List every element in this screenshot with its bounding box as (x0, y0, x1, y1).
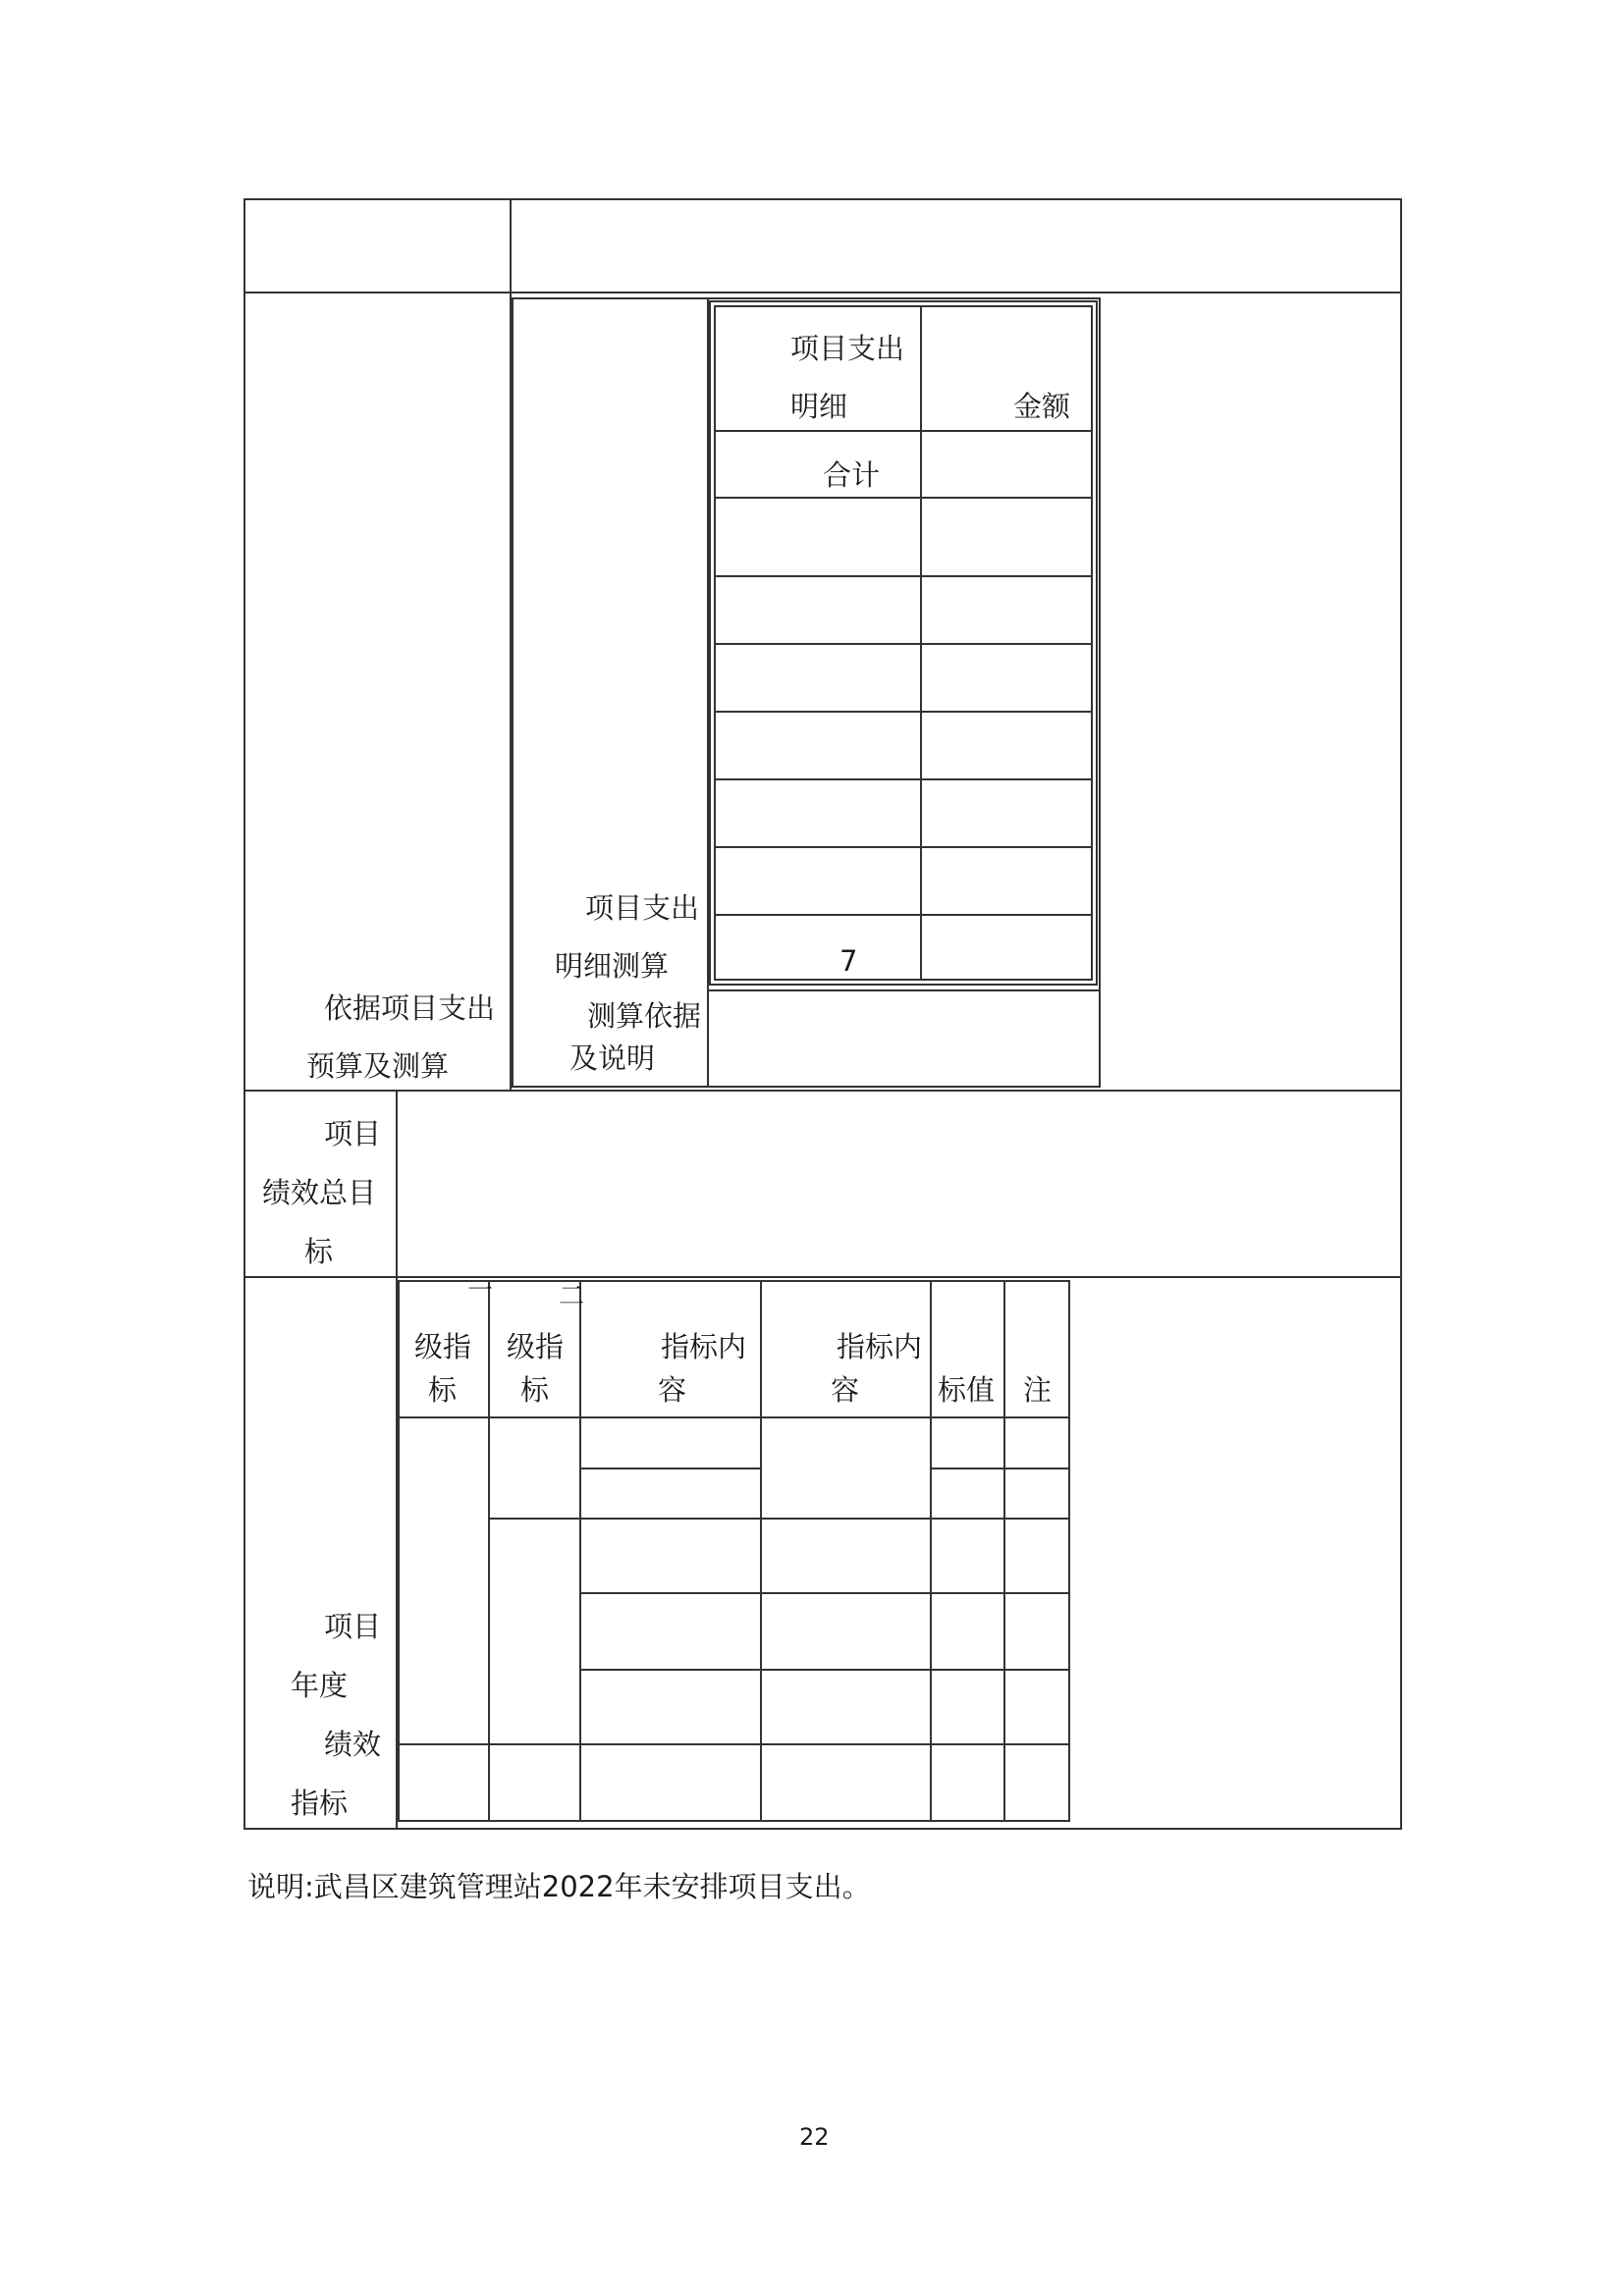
goal-label-line3: 标 (304, 1235, 334, 1268)
row-divider (244, 1090, 1402, 1092)
ind-header-content1-line1: 指标内 (661, 1330, 747, 1363)
indicator-label-line1: 项目 (324, 1610, 382, 1643)
indicator-label-line4: 指标 (291, 1787, 349, 1820)
detail-row-divider (714, 643, 1093, 645)
goal-label-line1: 项目 (324, 1117, 382, 1150)
page-number: 22 (799, 2123, 830, 2151)
ind-row-divider (579, 1468, 760, 1469)
indicator-label-line2: 年度 (291, 1669, 349, 1702)
budget-label-line2: 预算及测算 (306, 1049, 450, 1083)
ind-row-divider (579, 1592, 1070, 1594)
basis-label-line2: 及说明 (569, 1041, 656, 1075)
ind-header-level1-mark: 一 (467, 1276, 494, 1306)
footnote: 说明:武昌区建筑管理站2022年未安排项目支出。 (247, 1870, 871, 1903)
budget-label-line1: 依据项目支出 (324, 991, 496, 1025)
ind-header-content2-line2: 容 (831, 1373, 860, 1407)
goal-label-line2: 绩效总目 (262, 1176, 377, 1209)
detail-header-item-line2: 明细 (790, 390, 848, 423)
detail-row-divider (714, 430, 1093, 432)
detail-header-item-line1: 项目支出 (790, 332, 905, 365)
ind-header-divider (398, 1416, 1070, 1418)
detail-label-line1: 项目支出 (585, 891, 700, 925)
detail-bottom-value: 7 (839, 944, 858, 978)
ind-header-level1-line2: 标 (428, 1373, 458, 1407)
detail-row-divider (714, 846, 1093, 848)
ind-row-divider (930, 1468, 1070, 1469)
ind-header-level2-line1: 级指 (507, 1330, 565, 1363)
ind-row-divider (398, 1743, 1070, 1745)
ind-header-level1-line1: 级指 (414, 1330, 472, 1363)
ind-col-divider (488, 1280, 490, 1822)
detail-row-divider (714, 778, 1093, 780)
ind-col-divider (760, 1280, 762, 1822)
ind-header-level2-line2: 标 (520, 1373, 550, 1407)
ind-header-content2-line1: 指标内 (837, 1330, 923, 1363)
basis-label-line1: 测算依据 (587, 999, 702, 1033)
ind-col-divider (1003, 1280, 1005, 1822)
row-divider (244, 1276, 1402, 1278)
detail-label-line2: 明细测算 (555, 949, 670, 983)
detail-row-divider (714, 575, 1093, 577)
detail-row-divider (714, 497, 1093, 499)
budget-inner-row-divider (707, 989, 1100, 991)
detail-total-label: 合计 (823, 458, 881, 492)
ind-header-level2-mark: 二 (559, 1282, 585, 1311)
ind-row-divider (488, 1518, 1070, 1520)
ind-header-note: 注 (1023, 1373, 1053, 1407)
detail-row-divider (714, 914, 1093, 916)
ind-col-divider (579, 1280, 581, 1822)
ind-col-divider (930, 1280, 932, 1822)
ind-row-divider (579, 1669, 1070, 1671)
detail-header-amount: 金额 (1013, 390, 1071, 423)
row-divider (244, 292, 1402, 294)
ind-header-value: 标值 (938, 1373, 996, 1407)
indicator-label-line3: 绩效 (324, 1728, 382, 1761)
detail-row-divider (714, 711, 1093, 713)
ind-header-content1-line2: 容 (658, 1373, 687, 1407)
